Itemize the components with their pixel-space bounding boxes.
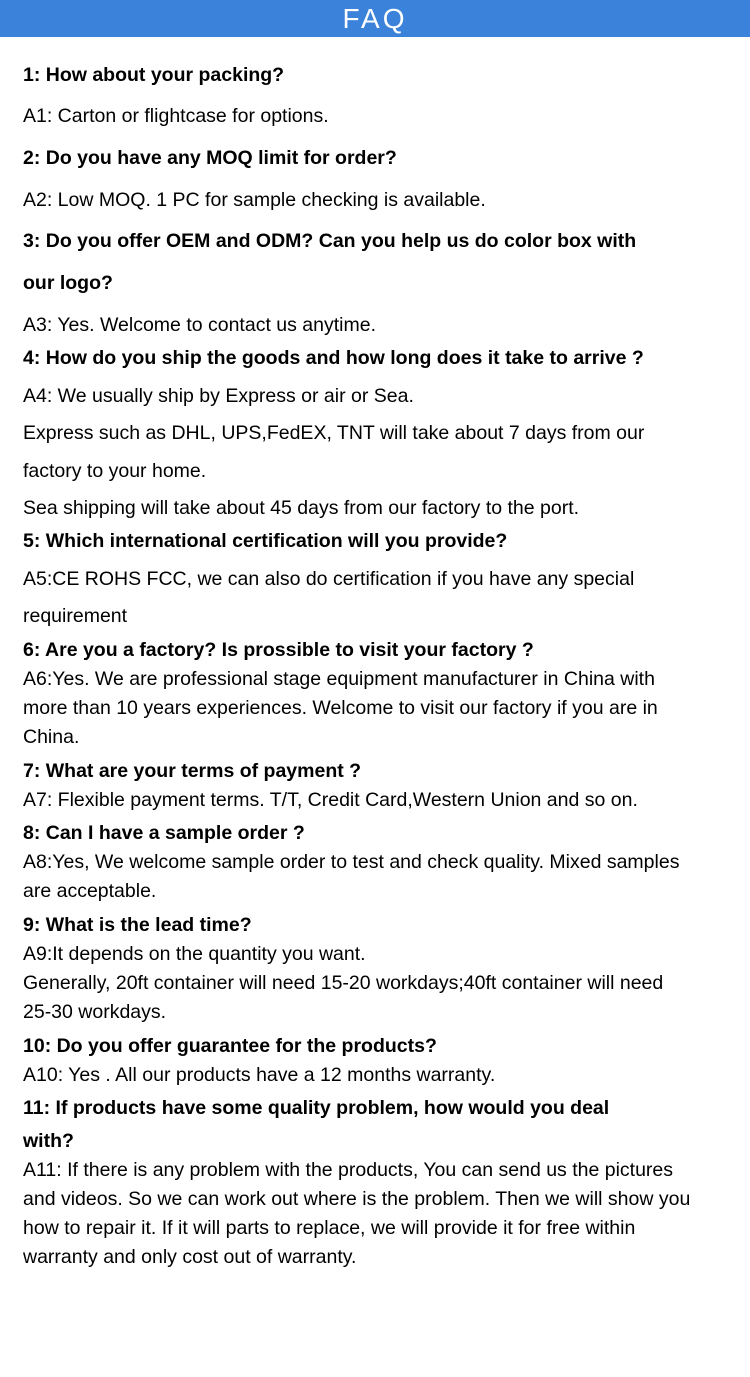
question-11: 11: If products have some quality problem, how would you deal (23, 1097, 610, 1119)
question-9: 9: What is the lead time? (23, 914, 252, 936)
answer-2: A2: Low MOQ. 1 PC for sample checking is available. (23, 189, 486, 211)
answer-4-line-3: factory to your home. (23, 460, 207, 482)
answer-11-line-2: and videos. So we can work out where is the problem. Then we will show you (23, 1188, 691, 1210)
question-5: 5: Which international certification will you provide? (23, 530, 508, 552)
answer-6-line-2: more than 10 years experiences. Welcome to visit our factory if you are in (23, 697, 658, 719)
question-2: 2: Do you have any MOQ limit for order? (23, 147, 397, 169)
question-6: 6: Are you a factory? Is prossible to visit your factory ? (23, 639, 534, 661)
question-10: 10: Do you offer guarantee for the products? (23, 1035, 437, 1057)
answer-3: A3: Yes. Welcome to contact us anytime. (23, 314, 376, 336)
answer-9: A9:It depends on the quantity you want. (23, 943, 366, 965)
question-4: 4: How do you ship the goods and how long does it take to arrive ? (23, 347, 644, 369)
question-7: 7: What are your terms of payment ? (23, 760, 362, 782)
answer-7: A7: Flexible payment terms. T/T, Credit Card,Western Union and so on. (23, 789, 638, 811)
answer-10: A10: Yes . All our products have a 12 months warranty. (23, 1064, 496, 1086)
answer-6: A6:Yes. We are professional stage equipment manufacturer in China with (23, 668, 655, 690)
answer-9-line-3: 25-30 workdays. (23, 1001, 167, 1023)
answer-4-line-4: Sea shipping will take about 45 days from our factory to the port. (23, 497, 580, 519)
answer-8: A8:Yes, We welcome sample order to test and check quality. Mixed samples (23, 851, 680, 873)
question-3: 3: Do you offer OEM and ODM? Can you help us do color box with (23, 230, 637, 252)
answer-4: A4: We usually ship by Express or air or Sea. (23, 385, 414, 407)
answer-9-line-2: Generally, 20ft container will need 15-20 workdays;40ft container will need (23, 972, 664, 994)
faq-title: FAQ (342, 3, 408, 34)
answer-4-line-2: Express such as DHL, UPS,FedEX, TNT will take about 7 days from our (23, 422, 645, 444)
answer-6-line-3: China. (23, 726, 80, 748)
question-11-cont: with? (23, 1130, 74, 1152)
question-1: 1: How about your packing? (23, 64, 285, 86)
answer-5-line-2: requirement (23, 605, 128, 627)
answer-11-line-4: warranty and only cost out of warranty. (23, 1246, 357, 1268)
answer-11-line-3: how to repair it. If it will parts to replace, we will provide it for free within (23, 1217, 636, 1239)
faq-header (0, 0, 750, 37)
answer-11: A11: If there is any problem with the products, You can send us the pictures (23, 1159, 674, 1181)
answer-8-line-2: are acceptable. (23, 880, 157, 902)
answer-1: A1: Carton or flightcase for options. (23, 105, 329, 127)
answer-5: A5:CE ROHS FCC, we can also do certification if you have any special (23, 568, 635, 590)
question-8: 8: Can I have a sample order ? (23, 822, 305, 844)
question-3-cont: our logo? (23, 272, 113, 294)
